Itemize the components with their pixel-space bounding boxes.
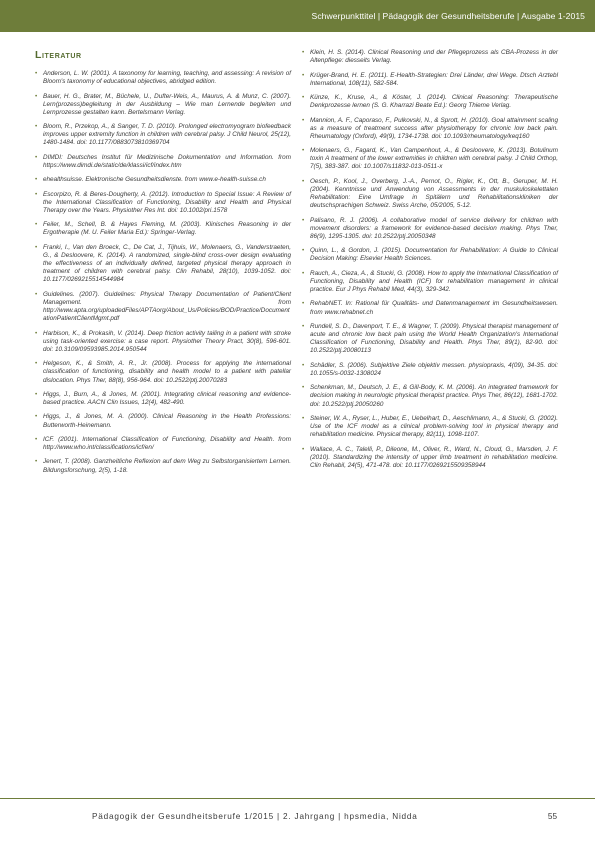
reference-text: Higgs, J., Burn, A., & Jones, M. (2001). Integrating clinical reasoning and evidence-based practice. AACN Clin Issues, 12(4), 482-490. (43, 390, 291, 407)
bullet-icon: • (302, 177, 305, 185)
reference-entry (35, 244, 291, 285)
footer-rule (0, 798, 595, 799)
reference-entry (302, 178, 558, 211)
reference-text: Mannion, A. F., Caporaso, F., Pulkovski, N., & Sprott, H. (2010). Goal attainment scaling as a measure of treatment success after physiotherapy for chronic low back pain. Rheumatology (Oxford), 49(9), 1734-1738. doi: 10.1093/rheumatology/keq160 (310, 116, 558, 140)
reference-text: Guidelines. (2007). Guidelines: Physical Therapy Documentation of Patient/Client Management. from http://www.apta.org/uploadedFiles/APTAorg/About_Us/Policies/BOD/Practice/DocumentationPatientClientMgmt.pdf (43, 290, 291, 323)
reference-entry (302, 217, 558, 241)
reference-entry (302, 49, 558, 65)
reference-entry (35, 70, 291, 86)
reference-entry (302, 72, 558, 88)
reference-text: Quinn, L., & Gordon, J. (2015). Documentation for Rehabilitation: A Guide to Clinical Decision Making: Elsevier Health Sciences. (310, 247, 558, 263)
reference-entry (302, 323, 558, 356)
page-number: 55 (547, 812, 557, 821)
reference-text: Bloom, R., Przekop, A., & Sanger, T. D. (2010). Prolonged electromyogram biofeedback improves upper extremity function in children with cerebral palsy. J Child Neurol, 25(12), 1480-1484. doi: 10.1177/0883073810369704 (43, 123, 291, 147)
reference-text: ICF. (2001). International Classification of Functioning, Disability and Health. from http://www.who.int/classifications/icf/en/ (43, 435, 291, 452)
bullet-icon: • (35, 190, 38, 198)
bullet-icon: • (35, 329, 38, 337)
reference-text: Rauch, A., Cieza, A., & Stucki, G. (2008). How to apply the International Classification of Functioning, Disability and Health (ICF) for rehabilitation management in clinical practice. Eur J Phys Rehabil Med, 44(3), 329-342. (310, 269, 558, 294)
reference-entry (35, 413, 291, 429)
reference-entry (35, 176, 291, 184)
reference-text: Higgs, J., & Jones, M. A. (2000). Clinical Reasoning in the Health Professions: Butterworth-Heinemann. (43, 413, 291, 429)
bullet-icon: • (302, 384, 305, 392)
reference-text: Helgeson, K., & Smith, A. R., Jr. (2008). Process for applying the international classification of functioning, disability and health model to a patient with patellar dislocation. Phys Ther, 88(8), 956-964. doi: 10.2522/ptj.20070283 (43, 360, 291, 384)
bullet-icon: • (302, 445, 305, 453)
section-title: Literatur (35, 49, 82, 61)
reference-entry (35, 154, 291, 170)
reference-entry (302, 147, 558, 171)
reference-text: Schenkman, M., Deutsch, J. E., & Gill-Body, K. M. (2006). An integrated framework for decision making in neurologic physical therapist practice. Phys Ther, 86(12), 1681-1702. doi: 10.2522/ptj.20050260 (310, 384, 558, 408)
reference-text: Escorpizo, R. & Beres-Dougherty, A. (2012). Introduction to Special Issue: A Review of the International Classification of Functioning, Disability and Health and Physical Therapy over the Years. Physiother Res Int. doi: 10.1002/pri.1578 (43, 190, 291, 214)
reference-text: Schädler, S. (2006). Subjektive Ziele objektiv messen. physiopraxis, 4(09), 34-35. doi: 10.1055/s-0032-1308024 (310, 361, 558, 377)
bullet-icon: • (35, 243, 38, 251)
reference-entry (302, 247, 558, 263)
reference-text: DIMDI: Deutsches Institut für Medizinische Dokumentation und Information. from https://www.dimdi.de/static/de/klassi/icf/index.htm (43, 153, 291, 169)
bullet-icon: • (35, 153, 38, 161)
bullet-icon: • (35, 458, 38, 466)
reference-entry (302, 384, 558, 408)
bullet-icon: • (302, 94, 305, 101)
reference-text: Künze, K., Kruse, A., & Köster, J. (2014). Clinical Reasoning: Therapeutische Denkprozesse lernen (S. G. Kharrazi Beate Ed.): Georg Thieme Verlag. (310, 94, 558, 110)
bullet-icon: • (302, 300, 305, 308)
reference-text: Molenaers, G., Fagard, K., Van Campenhout, A., & Desloovere, K. (2013). Botulinum toxin A treatment of the lower extremities in children with cerebral palsy. J Child Orthop, 7(5), 383-387. doi: 10.1007/s11832-013-0511-x (310, 147, 558, 171)
bullet-icon: • (302, 116, 305, 124)
bullet-icon: • (35, 290, 38, 298)
reference-entry (302, 446, 558, 470)
bullet-icon: • (35, 70, 38, 77)
bullet-icon: • (35, 435, 38, 443)
header-bar (0, 0, 595, 32)
reference-entry (35, 360, 291, 384)
reference-text: Harbison, K., & Prokasih, V. (2014). Deep friction activity tailing in a patient with stroke using task-oriented exercise: a case report. Physiother Theory Pract, 30(8), 596-601. doi: 10.3109/09593985.2014.950544 (43, 329, 291, 353)
reference-text: Palisano, R. J. (2006). A collaborative model of service delivery for children with movement disorders: a framework for evidence-based decision making. Phys Ther, 86(9), 1295-1305. doi: 10.2522/ptj.20050348 (310, 216, 558, 240)
reference-text: Klein, H. S. (2014). Clinical Reasoning und der Pflegeprozess als CBA-Prozess in der Altenpflege: diesseits Verlag. (310, 49, 558, 65)
reference-entry (302, 270, 558, 294)
reference-entry (302, 300, 558, 316)
bullet-icon: • (302, 322, 305, 330)
reference-entry (302, 117, 558, 141)
bullet-icon: • (302, 216, 305, 224)
bullet-icon: • (35, 390, 38, 398)
reference-list-right (302, 49, 558, 476)
bullet-icon: • (302, 247, 305, 255)
bullet-icon: • (35, 413, 38, 421)
reference-text: Wallace, A. C., Talelli, P., Dileone, M., Oliver, R., Ward, N., Cloud, G., Marsden, J. F. (2010). Standardizing the intensity of upper limb treatment in rehabilitation medicine. Clin Rehabil, 24(5), 471-478. doi: 10.1177/0269215509358944 (310, 445, 558, 469)
reference-list-left (35, 70, 291, 481)
bullet-icon: • (302, 147, 305, 155)
reference-text: Anderson, L. W. (2001). A taxonomy for learning, teaching, and assessing: A revision of Bloom's taxonomy of educational objectives, abridged edition. (43, 70, 291, 86)
reference-text: RehabNET. In: Rational für Qualitäts- und Datenmanagement im Gesundheitswesen. from www.rehabnet.ch (310, 300, 558, 316)
reference-entry (35, 436, 291, 452)
bullet-icon: • (35, 176, 38, 184)
bullet-icon: • (35, 123, 38, 131)
reference-text: ehealthsuisse. Elektronische Gesundheitsdienste. from www.e-health-suisse.ch (43, 176, 266, 184)
reference-entry (35, 391, 291, 407)
reference-text: Krüger-Brand, H. E. (2011). E-Health-Strategien: Drei Länder, drei Wege. Dtsch Arztebl International, 108(11), 582-584. (310, 71, 558, 87)
bullet-icon: • (302, 71, 305, 79)
bullet-icon: • (35, 221, 38, 229)
running-header: Schwerpunkttitel | Pädagogik der Gesundheitsberufe | Ausgabe 1-2015 (311, 11, 585, 21)
bullet-icon: • (302, 269, 305, 277)
reference-text: Feiler, M., Schell, B. & Hayes Fleming, M. (2003). Klinisches Reasoning in der Ergotherapie (M. U. Feiler Maria Ed.): Springer-Verlag. (43, 221, 291, 237)
reference-text: Bauer, H. G., Brater, M., Büchele, U., Dufter-Weis, A., Maurus, A. & Munz, C. (2007). Lern(prozess)begleitung in der Ausbildung – Wie man Lernende begleiten und Lernprozesse gestalten kann. Bertelsmann Verlag. (43, 92, 291, 116)
bullet-icon: • (302, 49, 305, 56)
reference-entry (302, 415, 558, 439)
reference-text: Rundell, S. D., Davenport, T. E., & Wagner, T. (2009). Physical therapist management of acute and chronic low back pain using the World Health Organization's International Classification of Functioning, Disability and Health. Phys Ther, 89(1), 82-90. doi: 10.2522/ptj.20080113 (310, 322, 558, 355)
reference-entry (302, 362, 558, 378)
reference-entry (35, 191, 291, 215)
reference-entry (35, 123, 291, 147)
reference-entry (35, 291, 291, 324)
footer-text: Pädagogik der Gesundheitsberufe 1/2015 | 2. Jahrgang | hpsmedia, Nidda (92, 812, 418, 821)
reference-entry (35, 330, 291, 354)
reference-text: Franki, I., Van den Broeck, C., De Cat, J., Tijhuis, W., Molenaers, G., Vanderstraeten, G., & Desloovere, K. (2014). A randomized, single-blind cross-over design evaluating the effectiveness of an individually defined, targeted physical therapy approach in treatment of children with cerebral palsy. Clin Rehabil, 28(10), 1039-1052. doi: 10.1177/0269215514544984 (43, 243, 291, 284)
bullet-icon: • (35, 360, 38, 368)
reference-entry (35, 93, 291, 117)
reference-text: Steiner, W. A., Ryser, L., Huber, E., Uebelhart, D., Aeschlimann, A., & Stucki, G. (2002). Use of the ICF model as a clinical problem-solving tool in physical therapy and rehabilitation medicine. Physical therapy, 82(11), 1098-1107. (310, 414, 558, 439)
bullet-icon: • (302, 361, 305, 369)
bullet-icon: • (302, 414, 305, 422)
bullet-icon: • (35, 92, 38, 100)
reference-text: Oesch, P., Kool, J., Overberg, J.-A., Pernot, O., Rigler, K., Ott, B., Geruper, M. H. (2004). Kenntnisse und Anwendung von Assessments in der muskuloskelettalen Rehabilitation: Eine Umfrage in Spitälern und Rehabilitationskliniken der deutschsprachigen Schweiz. Swiss Arche, 05/2005, 5-12. (310, 177, 558, 210)
reference-text: Jenert, T. (2008). Ganzheitliche Reflexion auf dem Weg zu Selbstorganisiertem Lernen. Bildungsforschung, 2(5), 1-18. (43, 458, 291, 474)
reference-entry (35, 221, 291, 237)
reference-entry (302, 94, 558, 110)
reference-entry (35, 458, 291, 474)
